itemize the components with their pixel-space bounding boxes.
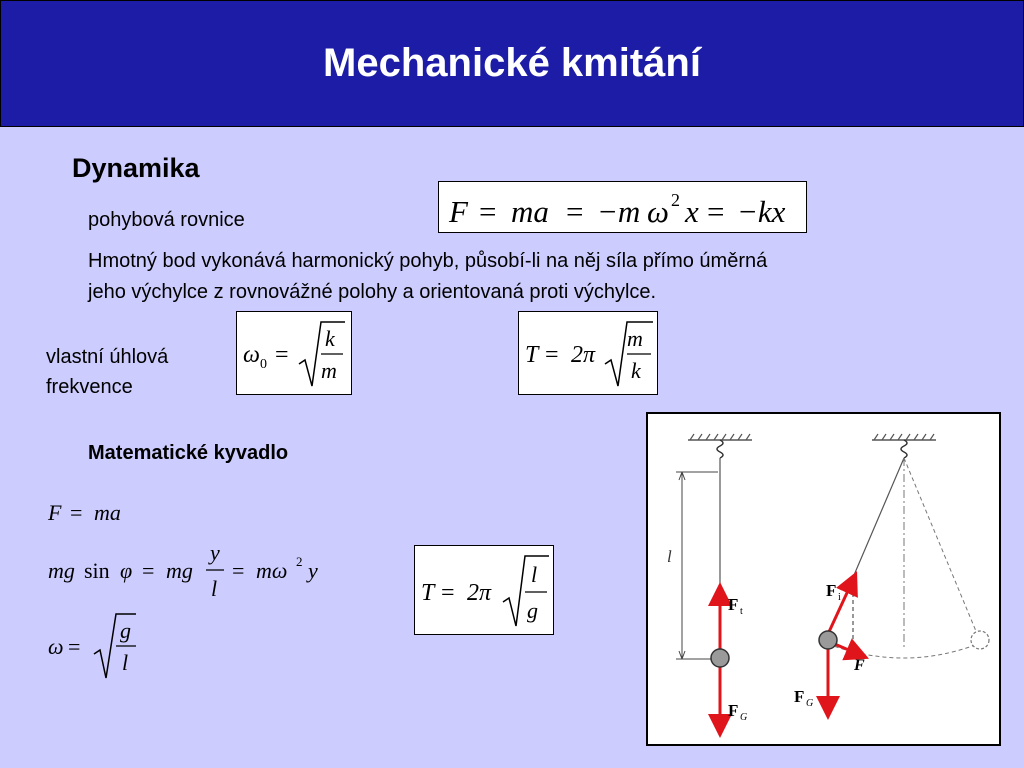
definition-line: jeho výchylce z rovnovážné polohy a orientovaná proti výchylce. bbox=[88, 281, 657, 303]
omega-symbol: ω bbox=[243, 342, 260, 368]
gravity-label-right: F bbox=[794, 687, 805, 706]
fraction-numerator: l bbox=[531, 562, 538, 587]
length-label: l bbox=[667, 547, 672, 566]
two-pi: 2π bbox=[571, 342, 596, 368]
omega-symbol: ω bbox=[48, 634, 64, 659]
y-term: y bbox=[308, 558, 318, 583]
pendulum-omega-formula bbox=[44, 608, 154, 684]
fraction-numerator: m bbox=[627, 326, 643, 351]
omega-subscript: 0 bbox=[260, 357, 267, 372]
inertial-force-subscript: i bbox=[838, 592, 841, 603]
tension-label: F bbox=[728, 595, 739, 614]
eq-F: F bbox=[449, 194, 468, 229]
pendulum-heading: Matematické kyvadlo bbox=[88, 442, 289, 464]
omega0-formula-box bbox=[236, 311, 352, 395]
spring-period-formula bbox=[519, 312, 657, 394]
angular-frequency-label bbox=[46, 342, 168, 402]
sin-function: sin bbox=[84, 558, 110, 583]
mg-term: mg bbox=[166, 558, 193, 583]
sqrt-sign bbox=[503, 556, 549, 626]
definition-line: Hmotný bod vykonává harmonický pohyb, působí-li na něj síla přímo úměrná bbox=[88, 250, 768, 272]
eq-minus-m: −m bbox=[597, 194, 641, 229]
eq-ma: ma bbox=[511, 194, 549, 229]
eq-square: 2 bbox=[671, 190, 680, 210]
pendulum-diagram bbox=[646, 412, 1001, 746]
inertial-force-label: F bbox=[826, 581, 837, 600]
right-bob bbox=[819, 631, 837, 649]
gravity-subscript-right: G bbox=[806, 698, 814, 709]
fraction-denominator: k bbox=[631, 358, 641, 383]
eq-sign: = bbox=[479, 194, 497, 229]
fraction-numerator: g bbox=[120, 618, 131, 643]
omega0-formula bbox=[237, 312, 351, 394]
eq-sign: = bbox=[566, 194, 584, 229]
pendulum-illustration bbox=[648, 414, 999, 744]
pendulum-period-formula bbox=[415, 546, 553, 634]
right-string-extreme bbox=[904, 458, 978, 636]
slide-title: Mechanické kmitání bbox=[323, 41, 701, 85]
fraction-denominator: l bbox=[211, 576, 218, 601]
fraction-denominator: g bbox=[527, 598, 538, 623]
equals-sign: = bbox=[68, 634, 81, 659]
equals-sign: = bbox=[142, 558, 155, 583]
period-symbol: T bbox=[525, 342, 539, 368]
fraction-numerator: y bbox=[210, 540, 220, 565]
eq-omega: ω bbox=[647, 194, 669, 229]
definition-paragraph bbox=[88, 246, 988, 308]
eq-sign: = bbox=[707, 194, 725, 229]
two-pi: 2π bbox=[467, 580, 492, 606]
fraction-numerator: k bbox=[325, 326, 335, 351]
fraction-denominator: l bbox=[122, 650, 129, 675]
left-bob bbox=[711, 649, 729, 667]
mg-term: mg bbox=[48, 558, 75, 583]
equals-sign: = bbox=[441, 580, 455, 606]
phi-symbol: φ bbox=[120, 558, 133, 583]
length-dimension bbox=[676, 472, 718, 659]
motion-equation-box bbox=[438, 181, 807, 233]
eq-x: x bbox=[685, 194, 699, 229]
ma-term: ma bbox=[94, 500, 121, 525]
eq-minus-kx: −kx bbox=[737, 194, 786, 229]
period-symbol: T bbox=[421, 580, 435, 606]
motion-equation bbox=[439, 182, 806, 232]
newton-formula bbox=[44, 496, 164, 530]
pendulum-force-formula bbox=[44, 540, 344, 606]
equals-sign: = bbox=[275, 342, 289, 368]
equals-sign: = bbox=[232, 558, 245, 583]
right-ceiling-mount bbox=[872, 434, 936, 458]
equals-sign: = bbox=[545, 342, 559, 368]
section-heading: Dynamika bbox=[72, 153, 200, 183]
m-omega-term: mω bbox=[256, 558, 288, 583]
left-ceiling-mount bbox=[688, 434, 752, 458]
extreme-position-bob bbox=[971, 631, 989, 649]
gravity-label-left: F bbox=[728, 701, 739, 720]
title-bar bbox=[0, 0, 1024, 127]
label-line: vlastní úhlová bbox=[46, 346, 169, 368]
pendulum-period-formula-box bbox=[414, 545, 554, 635]
fraction-denominator: m bbox=[321, 358, 337, 383]
spring-period-formula-box bbox=[518, 311, 658, 395]
gravity-subscript-left: G bbox=[740, 712, 748, 723]
resultant-force-label: F bbox=[854, 657, 865, 674]
motion-equation-label: pohybová rovnice bbox=[88, 209, 245, 231]
label-line: frekvence bbox=[46, 376, 133, 398]
square-exponent: 2 bbox=[296, 554, 303, 569]
force-symbol: F bbox=[48, 500, 62, 525]
equals-sign: = bbox=[70, 500, 83, 525]
tension-subscript: t bbox=[740, 606, 743, 617]
